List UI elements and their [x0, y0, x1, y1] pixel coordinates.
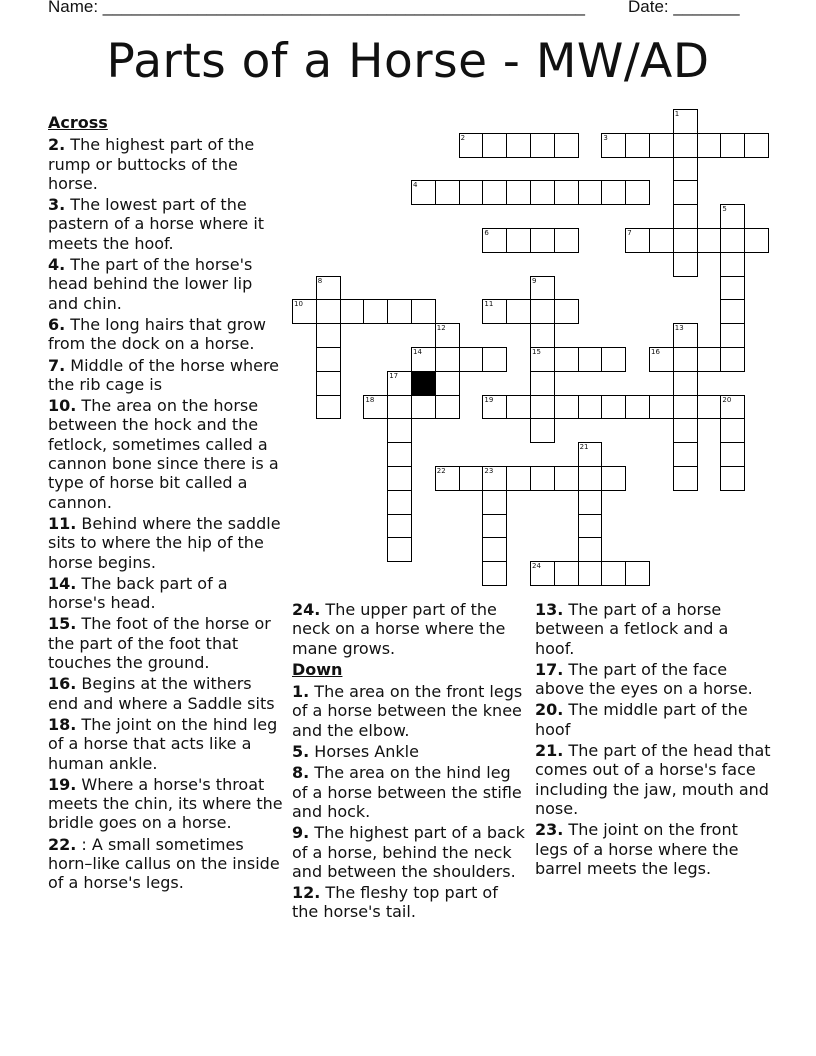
clue-text: The highest part of a back of a horse, behind the neck and between the shoulders.	[292, 823, 525, 881]
grid-cell[interactable]	[673, 418, 698, 443]
clue-number: 4.	[48, 255, 66, 275]
clue-across-18	[48, 715, 284, 773]
clue-across-6	[48, 315, 284, 354]
clue-across-19	[48, 775, 284, 833]
grid-cell[interactable]	[435, 180, 460, 205]
grid-cell[interactable]	[649, 395, 674, 420]
grid-cell[interactable]	[387, 299, 412, 324]
grid-cell[interactable]	[625, 180, 650, 205]
grid-cell[interactable]	[482, 490, 507, 515]
grid-cell[interactable]	[744, 133, 769, 158]
grid-cell[interactable]	[697, 395, 722, 420]
grid-cell[interactable]	[316, 347, 341, 372]
clue-text: The highest part of the rump or buttocks of the horse.	[48, 135, 255, 193]
grid-cell[interactable]	[673, 252, 698, 277]
grid-cell[interactable]	[506, 180, 531, 205]
grid-cell[interactable]	[720, 466, 745, 491]
clue-down-23	[535, 820, 771, 878]
grid-cell[interactable]	[482, 299, 507, 324]
clue-down-21	[535, 741, 771, 818]
grid-cell[interactable]	[673, 157, 698, 182]
clue-text: Begins at the withers end and where a Saddle sits	[48, 674, 275, 713]
cell-number: 18	[365, 395, 375, 404]
grid-cell[interactable]	[482, 395, 507, 420]
grid-cell[interactable]	[316, 299, 341, 324]
grid-cell[interactable]	[530, 371, 555, 396]
clue-across-24	[292, 600, 526, 658]
grid-cell[interactable]	[482, 347, 507, 372]
clue-number: 1.	[292, 682, 310, 702]
grid-cell[interactable]	[459, 466, 484, 491]
grid-cell[interactable]	[363, 395, 388, 420]
grid-cell[interactable]	[554, 395, 579, 420]
grid-cell[interactable]	[578, 442, 603, 467]
clue-text: The lowest part of the pastern of a horse where it meets the hoof.	[48, 195, 265, 253]
clue-down-9	[292, 823, 526, 881]
clue-down-13	[535, 600, 771, 658]
grid-cell[interactable]	[625, 395, 650, 420]
clue-text: The part of the face above the eyes on a horse.	[535, 659, 753, 699]
clue-text: The back part of a horse's head.	[48, 573, 228, 613]
grid-cell[interactable]	[720, 133, 745, 158]
cell-number: 4	[413, 181, 418, 190]
clue-number: 23.	[535, 820, 564, 840]
grid-cell[interactable]	[673, 347, 698, 372]
clue-number: 11.	[48, 513, 77, 533]
grid-cell[interactable]	[578, 466, 603, 491]
cell-number: 23	[484, 467, 494, 475]
grid-cell[interactable]	[649, 347, 674, 372]
clue-text: The area on the front legs of a horse between the knee and the elbow.	[292, 682, 523, 740]
grid-cell[interactable]	[554, 299, 579, 324]
clue-number: 18.	[48, 714, 77, 734]
clue-down-5	[292, 742, 526, 761]
clue-text: Horses Ankle	[309, 742, 419, 762]
grid-cell[interactable]	[340, 299, 365, 324]
down-heading: Down	[292, 659, 343, 679]
cell-number: 20	[722, 395, 732, 404]
clue-across-4	[48, 255, 284, 313]
grid-cell[interactable]	[530, 395, 555, 420]
cell-number: 8	[317, 276, 323, 285]
grid-cell[interactable]	[411, 347, 436, 372]
clue-text: The upper part of the neck on a horse where the mane grows.	[292, 600, 506, 658]
grid-cell[interactable]	[387, 395, 412, 420]
clue-across-14	[48, 574, 284, 613]
cell-number: 21	[579, 443, 589, 452]
grid-cell[interactable]	[673, 180, 698, 205]
grid-cell[interactable]	[435, 466, 460, 491]
grid-cell[interactable]	[601, 561, 626, 586]
grid-cell[interactable]	[316, 395, 341, 420]
clue-down-8	[292, 763, 526, 821]
grid-cell[interactable]	[482, 228, 507, 253]
grid-cell[interactable]	[387, 371, 412, 396]
cell-number: 11	[484, 300, 494, 309]
grid-cell[interactable]	[387, 466, 412, 491]
grid-cell[interactable]	[459, 180, 484, 205]
across-clue-list	[48, 135, 284, 892]
grid-cell[interactable]	[530, 323, 555, 348]
page-title: Parts of a Horse - MW/AD	[106, 34, 710, 89]
clue-across-10	[48, 396, 284, 512]
grid-black-cell	[411, 371, 436, 396]
grid-cell[interactable]	[530, 228, 555, 253]
clue-text: The middle part of the hoof	[535, 700, 748, 739]
clue-number: 16.	[48, 674, 77, 694]
grid-cell[interactable]	[554, 466, 579, 491]
grid-cell[interactable]	[578, 537, 603, 562]
date-field[interactable]: Date: _______	[628, 0, 740, 16]
grid-cell[interactable]	[744, 228, 769, 253]
grid-cell[interactable]	[482, 466, 507, 491]
clue-text: Where a horse's throat meets the chin, its where the bridle goes on a horse.	[48, 774, 283, 833]
grid-cell[interactable]	[506, 228, 531, 253]
grid-cell[interactable]	[578, 490, 603, 515]
clue-down-17	[535, 660, 771, 699]
grid-cell[interactable]	[720, 204, 745, 229]
grid-cell[interactable]	[316, 276, 341, 301]
cell-number: 6	[484, 229, 489, 237]
cell-number: 9	[532, 276, 537, 285]
grid-cell[interactable]	[720, 228, 745, 253]
clue-across-22	[48, 835, 284, 893]
grid-cell[interactable]	[482, 561, 507, 586]
grid-cell[interactable]	[530, 347, 555, 372]
grid-cell[interactable]	[554, 347, 579, 372]
grid-cell[interactable]	[506, 299, 531, 324]
cell-number: 17	[389, 371, 399, 380]
grid-cell[interactable]	[673, 442, 698, 467]
clue-number: 20.	[535, 700, 564, 720]
grid-cell[interactable]	[649, 228, 674, 253]
clue-number: 2.	[48, 135, 66, 155]
clue-number: 15.	[48, 614, 77, 634]
grid-cell[interactable]	[459, 133, 484, 158]
down-clue-list-continued	[535, 600, 771, 878]
clue-number: 8.	[292, 763, 310, 783]
across-heading: Across	[48, 113, 108, 132]
clue-number: 6.	[48, 314, 66, 334]
grid-cell[interactable]	[578, 347, 603, 372]
clue-across-2	[48, 135, 284, 193]
grid-cell[interactable]	[530, 299, 555, 324]
grid-cell[interactable]	[435, 323, 460, 348]
clue-text: Behind where the saddle sits to where the hip of the horse begins.	[48, 513, 281, 572]
grid-cell[interactable]	[720, 395, 745, 420]
grid-cell[interactable]	[530, 180, 555, 205]
grid-cell[interactable]	[578, 561, 603, 586]
grid-cell[interactable]	[578, 514, 603, 539]
across-clues-column	[48, 113, 284, 895]
clue-number: 5.	[292, 742, 310, 762]
grid-cell[interactable]	[316, 323, 341, 348]
clue-text: The long hairs that grow from the dock on a horse.	[48, 314, 266, 354]
clue-number: 3.	[48, 195, 66, 215]
grid-cell[interactable]	[673, 204, 698, 229]
grid-cell[interactable]	[697, 347, 722, 372]
grid-cell[interactable]	[411, 395, 436, 420]
down-clue-list	[292, 682, 526, 922]
cell-number: 15	[532, 348, 541, 356]
grid-cell[interactable]	[720, 276, 745, 301]
clue-text: : A small sometimes horn–like callus on the inside of a horse's legs.	[48, 834, 280, 893]
across-clue-list-continued	[292, 600, 526, 658]
cell-number: 13	[674, 324, 684, 333]
grid-cell[interactable]	[363, 299, 388, 324]
grid-cell[interactable]	[482, 514, 507, 539]
grid-cell[interactable]	[506, 395, 531, 420]
clue-text: The part of the horse's head behind the lower lip and chin.	[48, 255, 253, 313]
clue-text: The area on the horse between the hock and the fetlock, sometimes called a cannon bone since there is a type of horse bit called a cannon.	[48, 396, 279, 512]
grid-cell[interactable]	[387, 442, 412, 467]
right-clues-column	[535, 600, 771, 880]
grid-cell[interactable]	[530, 276, 555, 301]
cell-number: 24	[532, 562, 541, 571]
grid-cell[interactable]	[435, 347, 460, 372]
grid-cell[interactable]	[316, 371, 341, 396]
clue-text: The foot of the horse or the part of the foot that touches the ground.	[48, 614, 271, 673]
grid-cell[interactable]	[673, 395, 698, 420]
cell-number: 14	[413, 348, 422, 356]
cell-number: 19	[484, 395, 494, 404]
clue-number: 19.	[48, 774, 77, 794]
clue-down-1	[292, 682, 526, 740]
cell-number: 16	[651, 348, 660, 356]
grid-cell[interactable]	[554, 133, 579, 158]
cell-number: 10	[294, 300, 303, 309]
grid-cell[interactable]	[601, 395, 626, 420]
clue-text: Middle of the horse where the rib cage is	[48, 355, 280, 394]
grid-cell[interactable]	[530, 466, 555, 491]
grid-cell[interactable]	[601, 133, 626, 158]
grid-cell[interactable]	[720, 252, 745, 277]
grid-cell[interactable]	[530, 561, 555, 586]
clue-number: 9.	[292, 823, 310, 843]
clue-across-3	[48, 195, 284, 253]
clue-number: 21.	[535, 741, 564, 761]
grid-cell[interactable]	[720, 347, 745, 372]
clue-across-15	[48, 614, 284, 672]
grid-cell[interactable]	[506, 133, 531, 158]
grid-cell[interactable]	[673, 371, 698, 396]
clue-number: 13.	[535, 600, 564, 619]
clue-text: The joint on the hind leg of a horse that acts like a human ankle.	[48, 714, 278, 773]
grid-cell[interactable]	[625, 133, 650, 158]
grid-cell[interactable]	[554, 228, 579, 253]
clue-number: 24.	[292, 600, 321, 619]
clue-number: 12.	[292, 883, 321, 903]
clue-number: 14.	[48, 573, 77, 593]
clue-text: The part of the head that comes out of a horse's face including the jaw, mouth and nose.	[535, 741, 771, 818]
cell-number: 2	[460, 133, 466, 142]
grid-cell[interactable]	[673, 133, 698, 158]
grid-cell[interactable]	[506, 466, 531, 491]
grid-cell[interactable]	[649, 133, 674, 158]
clue-text: The joint on the front legs of a horse where the barrel meets the legs.	[535, 820, 739, 878]
clue-down-20	[535, 700, 771, 739]
clue-text: The area on the hind leg of a horse between the stifle and hock.	[292, 763, 522, 821]
grid-cell[interactable]	[482, 537, 507, 562]
grid-cell[interactable]	[554, 561, 579, 586]
clue-number: 17.	[535, 659, 564, 679]
grid-cell[interactable]	[411, 299, 436, 324]
grid-cell[interactable]	[625, 228, 650, 253]
grid-cell[interactable]	[530, 133, 555, 158]
grid-cell[interactable]	[625, 561, 650, 586]
grid-cell[interactable]	[387, 514, 412, 539]
grid-cell[interactable]	[411, 180, 436, 205]
cell-number: 1	[674, 110, 680, 118]
grid-cell[interactable]	[554, 180, 579, 205]
grid-cell[interactable]	[697, 228, 722, 253]
cell-number: 3	[603, 133, 608, 142]
grid-cell[interactable]	[459, 347, 484, 372]
cell-number: 22	[436, 467, 446, 475]
grid-cell[interactable]	[601, 466, 626, 491]
grid-cell[interactable]	[578, 395, 603, 420]
clue-across-7	[48, 356, 284, 395]
grid-cell[interactable]	[530, 418, 555, 443]
grid-cell[interactable]	[601, 180, 626, 205]
grid-cell[interactable]	[435, 371, 460, 396]
grid-cell[interactable]	[720, 323, 745, 348]
grid-cell[interactable]	[387, 537, 412, 562]
middle-clues-column	[292, 600, 526, 924]
grid-cell[interactable]	[482, 133, 507, 158]
grid-cell[interactable]	[601, 347, 626, 372]
grid-cell[interactable]	[578, 180, 603, 205]
grid-cell[interactable]	[697, 133, 722, 158]
name-field[interactable]: Name: ___________________________________________________	[48, 0, 585, 16]
grid-cell[interactable]	[673, 228, 698, 253]
clue-across-16	[48, 674, 284, 713]
clue-down-12	[292, 883, 526, 922]
grid-cell[interactable]	[387, 490, 412, 515]
cell-number: 7	[627, 229, 632, 237]
grid-cell[interactable]	[673, 323, 698, 348]
grid-cell[interactable]	[720, 299, 745, 324]
grid-cell[interactable]	[435, 395, 460, 420]
clue-text: The part of a horse between a fetlock and a hoof.	[535, 600, 729, 658]
grid-cell[interactable]	[387, 418, 412, 443]
clue-number: 7.	[48, 355, 66, 375]
grid-cell[interactable]	[292, 299, 317, 324]
clue-number: 10.	[48, 396, 77, 416]
clue-text: The fleshy top part of the horse's tail.	[292, 883, 498, 922]
grid-cell[interactable]	[673, 109, 698, 134]
grid-cell[interactable]	[673, 466, 698, 491]
clue-across-11	[48, 514, 284, 572]
clue-number: 22.	[48, 834, 77, 854]
grid-cell[interactable]	[720, 442, 745, 467]
grid-cell[interactable]	[720, 418, 745, 443]
cell-number: 5	[722, 205, 727, 214]
grid-cell[interactable]	[482, 180, 507, 205]
cell-number: 12	[436, 324, 446, 333]
